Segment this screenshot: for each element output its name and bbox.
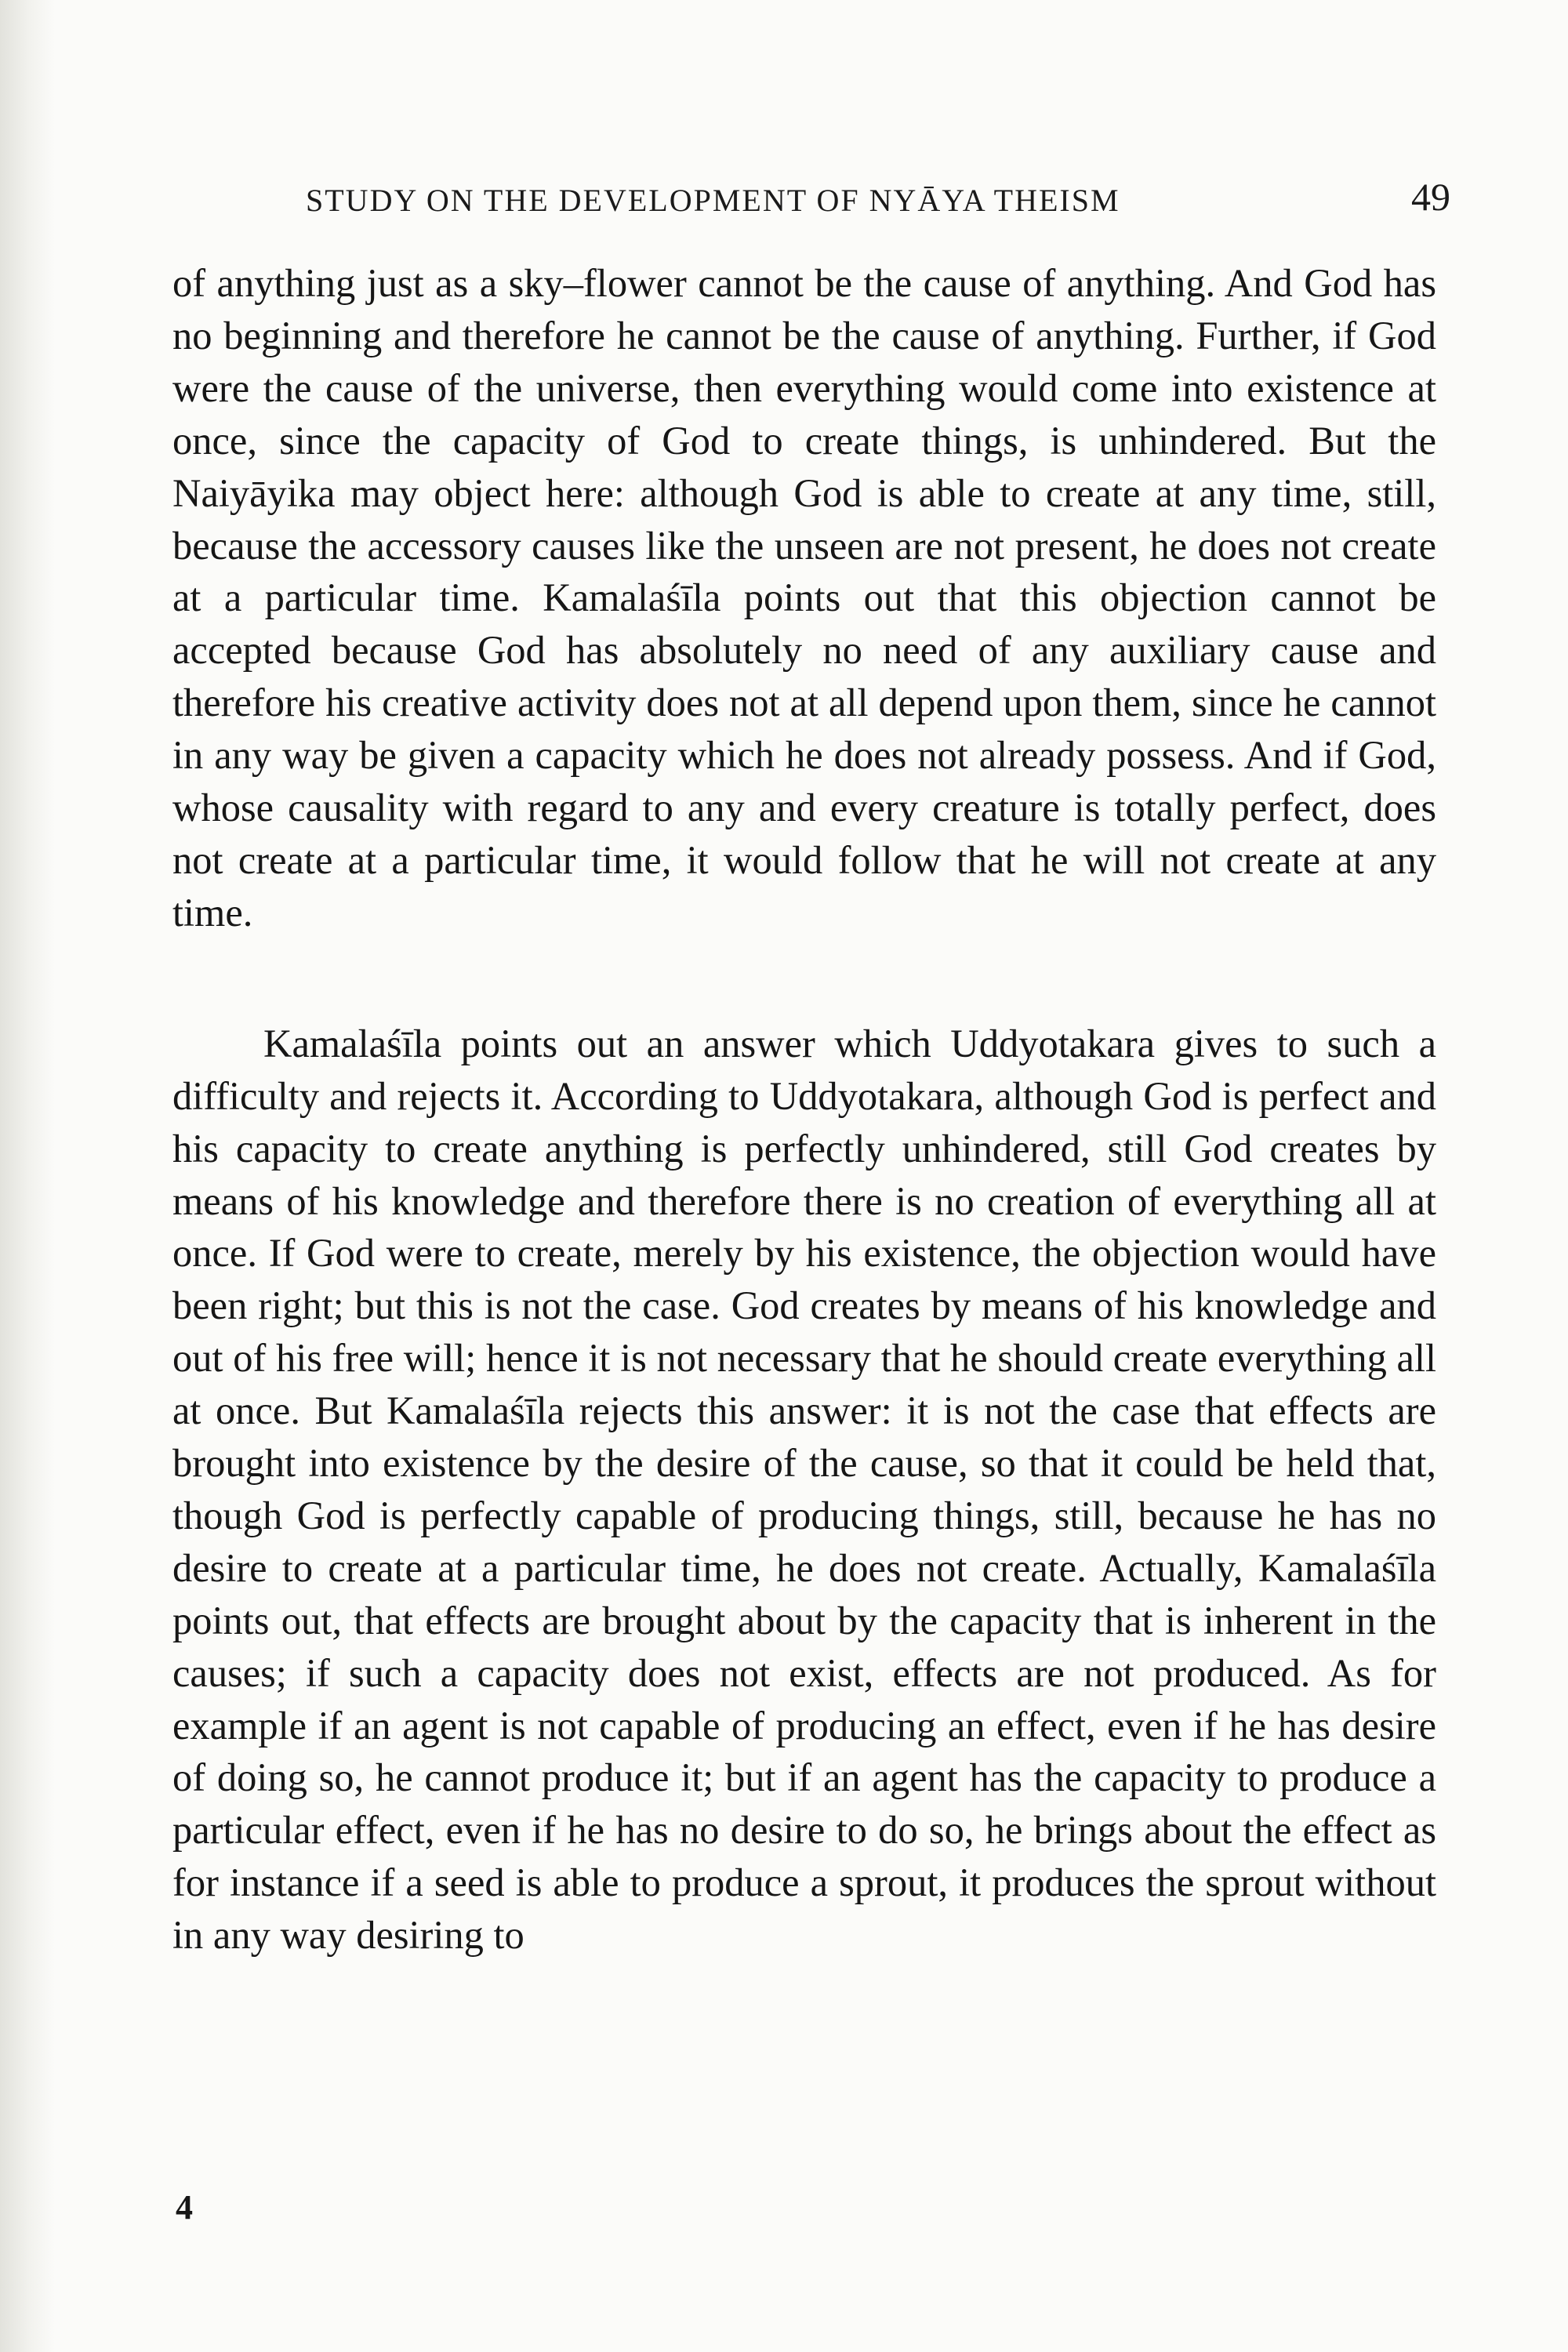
page-header — [306, 174, 1450, 221]
paragraph: of anything just as a sky–flower cannot be the cause of anything. And God has no beginning and therefore he cannot be the cause of anything. Further, if God were the cause of the universe, then everything would come into existence at once, since the capacity of God to create things, is unhindered. But the Naiyāyika may object here: although God is able to create at any time, still, because the accessory causes like the unseen are not present, he does not create at a particular time. Kamalaśīla points out that this objection cannot be accepted because God has absolutely no need of any auxiliary cause and therefore his creative activity does not at all depend upon them, since he cannot in any way be given a capacity which he does not already possess. And if God, whose causality with regard to any and every creature is totally perfect, does not create at a particular time, it would follow that he will not create at any time. — [172, 261, 1436, 935]
scan-edge-shadow — [0, 0, 55, 2352]
paragraph: Kamalaśīla points out an answer which Uddyotakara gives to such a difficulty and rejects it. According to Uddyotakara, although God is perfect and his capacity to create anything is perfectly unhindered, still God creates by means of his knowledge and therefore there is no creation of everything all at once. If God were to create, merely by his existence, the objection would have been right; but this is not the case. God creates by means of his knowledge and out of his free will; hence it is not necessary that he should create everything all at once. But Kamalaśīla rejects this answer: it is not the case that effects are brought into existence by the desire of the cause, so that it could be held that, though God is perfectly capable of producing things, still, because he has no desire to create at a particular time, he does not create. Actually, Kamalaśīla points out, that effects are brought about by the capacity that is inherent in the causes; if such a capacity does not exist, effects are not produced. As for example if an agent is not capable of producing an effect, even if he has desire of doing so, he cannot produce it; but if an agent has the capacity to produce a particular effect, even if he has no desire to do so, he brings about the effect as for instance if a seed is able to produce a sprout, it produces the sprout without in any way desiring to — [172, 1021, 1436, 1958]
page-number: 49 — [1411, 175, 1450, 219]
signature-mark: 4 — [176, 2188, 193, 2227]
running-title: STUDY ON THE DEVELOPMENT OF NYĀYA THEISM — [306, 183, 1120, 218]
body-text — [172, 257, 1436, 1962]
